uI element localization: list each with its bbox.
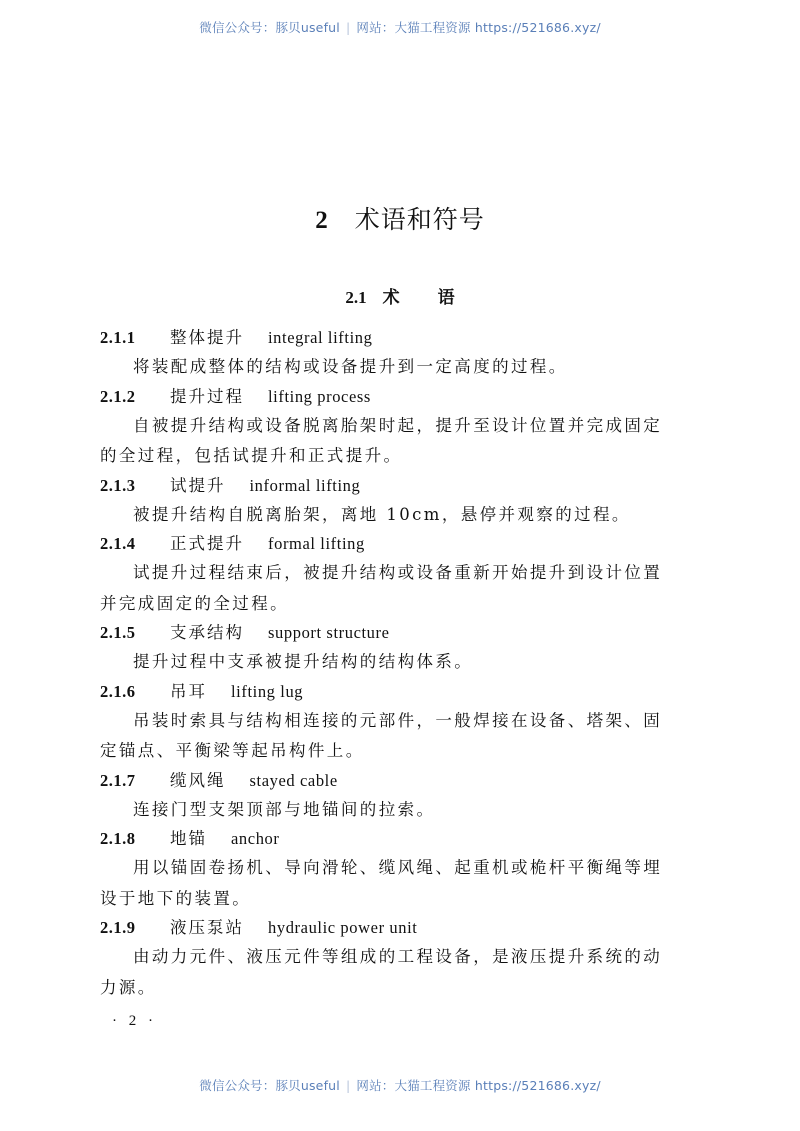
- term-number: 2.1.7: [100, 770, 136, 790]
- term-english: lifting process: [268, 386, 371, 406]
- term-entry: [100, 914, 680, 1003]
- section-title-part2: 语: [437, 288, 455, 308]
- term-heading: [100, 767, 680, 795]
- term-number: 2.1.1: [100, 328, 136, 347]
- term-list: [100, 324, 680, 1003]
- term-heading: [100, 914, 680, 942]
- watermark-website: 网站：大猫工程资源 https://521686.xyz/: [356, 1078, 601, 1093]
- term-number: 2.1.2: [100, 386, 136, 406]
- section-number: 2.1: [345, 288, 367, 307]
- term-heading: [100, 324, 680, 352]
- term-english: anchor: [231, 829, 280, 848]
- page-number: · 2 ·: [112, 1013, 157, 1029]
- term-number: 2.1.4: [100, 534, 136, 553]
- term-entry: [100, 678, 680, 767]
- term-english: support structure: [268, 623, 390, 642]
- term-chinese: 正式提升: [170, 534, 244, 553]
- watermark-wechat: 微信公众号：豚贝useful: [199, 1078, 340, 1093]
- term-number: 2.1.3: [100, 475, 136, 495]
- term-definition: 连接门型支架顶部与地锚间的拉索。: [133, 799, 436, 819]
- term-english: formal lifting: [268, 534, 365, 553]
- term-number: 2.1.5: [100, 623, 136, 642]
- watermark-separator: |: [345, 20, 351, 35]
- term-entry: [100, 767, 680, 826]
- term-english: lifting lug: [231, 681, 304, 701]
- term-definition: 将装配成整体的结构或设备提升到一定高度的过程。: [133, 357, 568, 376]
- term-heading: [100, 678, 680, 706]
- term-entry: [100, 530, 680, 619]
- chapter-number: 2: [315, 207, 329, 234]
- term-definition: 吊装时索具与结构相连接的元部件，一般焊接在设备、塔架、固定锚点、平衡梁等起吊构件上。: [100, 710, 663, 760]
- term-definition: 提升过程中支承被提升结构的结构体系。: [133, 652, 474, 671]
- term-english: informal lifting: [249, 475, 361, 495]
- term-english: stayed cable: [249, 770, 338, 790]
- term-definition: 被提升结构自脱离胎架，离地 10cm，悬停并观察的过程。: [133, 504, 631, 524]
- term-entry: [100, 383, 680, 472]
- section-title-part1: 术: [382, 288, 400, 308]
- watermark-separator: |: [345, 1078, 351, 1093]
- watermark-wechat: 微信公众号：豚贝useful: [199, 20, 340, 35]
- term-chinese: 缆风绳: [170, 770, 226, 790]
- term-chinese: 液压泵站: [170, 918, 244, 937]
- term-chinese: 支承结构: [170, 623, 244, 642]
- term-definition: 自被提升结构或设备脱离胎架时起，提升至设计位置并完成固定的全过程，包括试提升和正式提升。: [100, 415, 663, 465]
- watermark-website: 网站：大猫工程资源 https://521686.xyz/: [356, 20, 601, 35]
- term-entry: [100, 825, 680, 914]
- watermark-footer: [0, 1076, 800, 1094]
- term-chinese: 吊耳: [170, 681, 207, 701]
- term-chinese: 提升过程: [170, 386, 244, 406]
- term-definition: 试提升过程结束后，被提升结构或设备重新开始提升到设计位置并完成固定的全过程。: [100, 563, 663, 613]
- term-english: integral lifting: [268, 328, 373, 347]
- term-definition: 由动力元件、液压元件等组成的工程设备，是液压提升系统的动力源。: [100, 947, 663, 997]
- term-entry: [100, 324, 680, 383]
- chapter-title-text: 术语和符号: [354, 205, 485, 234]
- term-heading: [100, 530, 680, 558]
- watermark-header: [0, 18, 800, 36]
- term-entry: [100, 472, 680, 531]
- term-chinese: 整体提升: [170, 328, 244, 347]
- term-chinese: 试提升: [170, 475, 226, 495]
- chapter-title: [0, 200, 800, 236]
- term-number: 2.1.9: [100, 918, 136, 937]
- term-chinese: 地锚: [170, 829, 207, 848]
- term-english: hydraulic power unit: [268, 918, 418, 937]
- term-entry: [100, 619, 680, 678]
- term-definition: 用以锚固卷扬机、导向滑轮、缆风绳、起重机或桅杆平衡绳等埋设于地下的装置。: [100, 858, 663, 908]
- term-number: 2.1.8: [100, 829, 136, 848]
- term-heading: [100, 825, 680, 853]
- term-heading: [100, 383, 680, 411]
- term-heading: [100, 619, 680, 647]
- term-number: 2.1.6: [100, 681, 136, 701]
- section-title: [0, 283, 800, 308]
- term-heading: [100, 472, 680, 500]
